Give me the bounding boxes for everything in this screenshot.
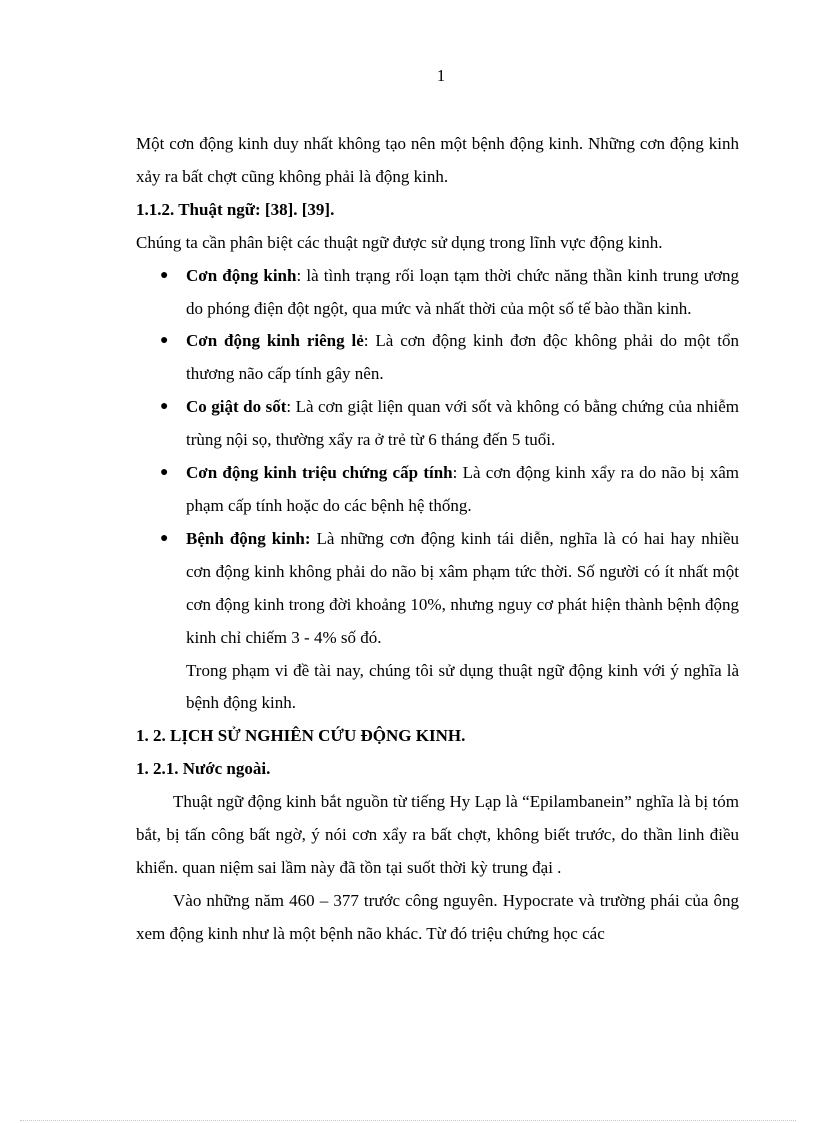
- history-paragraph: Vào những năm 460 – 377 trước công nguyên. Hypocrate và trường phái của ông xem động kinh như là một bệnh não khác. Từ đó triệu chứng học các: [136, 890, 739, 943]
- bullet-icon: ●: [160, 399, 169, 415]
- term-definition: : là tình trạng rối loạn tạm thời chức năng thần kinh trung ương do phóng điện đột ngột, qua mức và nhất thời của một số tế bào thần kinh.: [186, 265, 740, 318]
- subsection-heading-foreign: 1. 2.1. Nước ngoài.: [136, 759, 271, 779]
- bullet-icon: ●: [160, 267, 169, 283]
- term-definition: Là những cơn động kinh tái diễn, nghĩa là có hai hay nhiều cơn động kinh không phải do não bị xâm phạm tức thời. Số người có ít nhất một cơn động kinh trong đời khoảng 10%, nhưng nguy cơ phát hiện thành bệnh động kinh chỉ chiếm 3 - 4% số đó.: [186, 528, 739, 647]
- page-content: [136, 128, 739, 951]
- list-item: [136, 523, 739, 655]
- bullet-icon: ●: [160, 530, 169, 546]
- page-number: 1: [436, 66, 446, 85]
- terms-closing: Trong phạm vi đề tài nay, chúng tôi sử dụng thuật ngữ động kinh với ý nghĩa là bệnh động kinh.: [186, 660, 739, 713]
- section-heading-terms: 1.1.2. Thuật ngữ: [38]. [39].: [136, 199, 335, 219]
- list-item: [136, 260, 739, 326]
- intro-paragraph: Một cơn động kinh duy nhất không tạo nên một bệnh động kinh. Những cơn động kinh xảy ra bất chợt cũng không phải là động kinh.: [136, 134, 739, 186]
- bullet-icon: ●: [160, 465, 169, 481]
- list-item: [136, 325, 739, 391]
- bullet-icon: ●: [160, 333, 169, 349]
- history-paragraph: Thuật ngữ động kinh bắt nguồn từ tiếng Hy Lạp là “Epilambanein” nghĩa là bị tóm bắt, bị tấn công bất ngờ, ý nói cơn xẩy ra bất chợt, không biết trước, do thần linh điều khiển. quan niệm sai lầm này đã tồn tại suốt thời kỳ trung đại .: [136, 792, 739, 877]
- term-label: Cơn động kinh triệu chứng cấp tính: [186, 463, 453, 483]
- term-label: Cơn động kinh riêng lẻ: [186, 331, 364, 351]
- terms-lead: Chúng ta cần phân biệt các thuật ngữ được sử dụng trong lĩnh vực động kinh.: [136, 232, 663, 252]
- list-item: [136, 457, 739, 523]
- term-label: Cơn động kinh: [186, 265, 297, 285]
- term-definition: : Là cơn giật liện quan với sốt và không có bằng chứng của nhiễm trùng nội sọ, thường xẩy ra ở trẻ từ 6 tháng đến 5 tuổi.: [186, 397, 739, 450]
- list-item: [136, 391, 739, 457]
- section-heading-history: 1. 2. LỊCH SỬ NGHIÊN CỨU ĐỘNG KINH.: [136, 726, 466, 746]
- page-bottom-divider: [20, 1120, 796, 1121]
- term-definition: : Là cơn động kinh xẩy ra do não bị xâm phạm cấp tính hoặc do các bệnh hệ thống.: [186, 463, 739, 515]
- term-label: Bệnh động kinh:: [186, 528, 311, 548]
- term-definition: : Là cơn động kinh đơn độc không phải do một tổn thương não cấp tính gây nên.: [186, 331, 739, 384]
- terms-list: [136, 260, 739, 655]
- term-label: Co giật do sốt: [186, 397, 287, 417]
